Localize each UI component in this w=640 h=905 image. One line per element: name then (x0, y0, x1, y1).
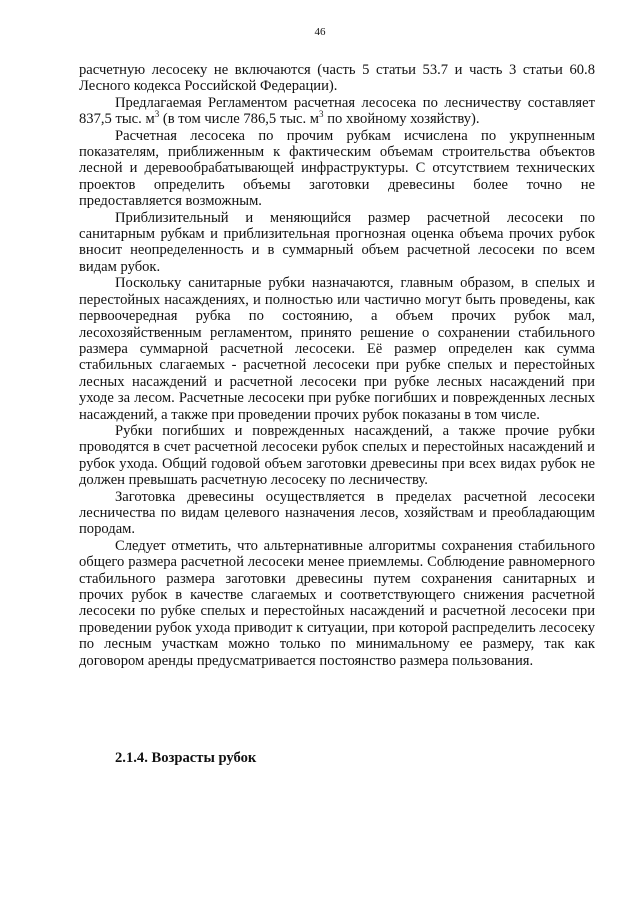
paragraph-damaged-stands: Рубки погибших и поврежденных насаждений, а также прочие рубки проводятся в счет расчетной лесосеки рубок спелых и перестойных насаждений и рубок ухода. Общий годовой объем заготовки древесины при всех видах рубок не должен превышать расчетную лесосеку по лесничеству. (79, 422, 595, 489)
paragraph-allowable-cut-part3: по хвойному хозяйству). (323, 111, 480, 128)
cubic-superscript-1: 3 (154, 109, 160, 120)
paragraph-continuation: расчетную лесосеку не включаются (часть 5 статьи 53.7 и часть 3 статьи 60.8 Лесного кодекса Российской Федерации). (79, 62, 595, 95)
paragraph-alternatives: Следует отметить, что альтернативные алгоритмы сохранения стабильного общего размера расчетной лесосеки менее приемлемы. Соблюдение равномерного стабильного размера заготовки древесины путем сохранения санитарных и прочих рубок в качестве слагаемых и соответствующего снижения расчетной лесосеки по рубке спелых и перестойных насаждений и расчетной лесосеки при проведении рубок ухода приводит к ситуации, при которой распределить лесосеку по лесным участкам можно только по минимальному ее размеру, так как договором аренды предусматривается постоянство размера пользования. (79, 537, 595, 669)
paragraph-sanitary-cuttings: Поскольку санитарные рубки назначаются, главным образом, в спелых и перестойных насаждениях, и полностью или частично могут быть проведены, как первоочередная рубка по состоянию, а объем прочих рубок мал, лесохозяйственным регламентом, принято решение о сохранении стабильного размера суммарной расчетной лесосеки. Её размер определен как сумма стабильных слагаемых - расчетной лесосеки при рубке спелых и перестойных лесных насаждений и расчетной лесосеки при рубке лесных насаждений при уходе за лесом. Расчетные лесосеки при рубке погибших и поврежденных лесных насаждений, а также при проведении прочих рубок показаны в том числе. (79, 275, 595, 423)
paragraph-uncertainty: Приблизительный и меняющийся размер расчетной лесосеки по санитарным рубкам и приблизительная прогнозная оценка объема прочих рубок вносит неопределенность и в суммарный объем расчетной лесосеки по всем видам рубок. (79, 209, 595, 275)
cubic-superscript-2: 3 (319, 109, 324, 120)
paragraph-allowable-cut-part1: Предлагаемая Регламентом расчетная лесосека по лесничеству составляет 837,5 тыс. м (79, 94, 595, 128)
paragraph-allowable-cut (79, 95, 595, 128)
section-heading: 2.1.4. Возрасты рубок (115, 750, 257, 766)
paragraph-other-cuttings: Расчетная лесосека по прочим рубкам исчислена по укрупненным показателям, приближенным к фактическим объемам строительства объектов лесной и деревообрабатывающей инфраструктуры. С отсутствием технических проектов определить объемы заготовки древесины более точно не предоставляется возможным. (79, 127, 595, 210)
paragraph-allowable-cut-part2: (в том числе 786,5 тыс. м (159, 111, 320, 128)
paragraph-harvesting-limits: Заготовка древесины осуществляется в пределах расчетной лесосеки лесничества по видам целевого назначения лесов, хозяйствам и преобладающим породам. (79, 488, 595, 538)
body-text (79, 62, 595, 669)
page-number: 46 (314, 26, 326, 38)
